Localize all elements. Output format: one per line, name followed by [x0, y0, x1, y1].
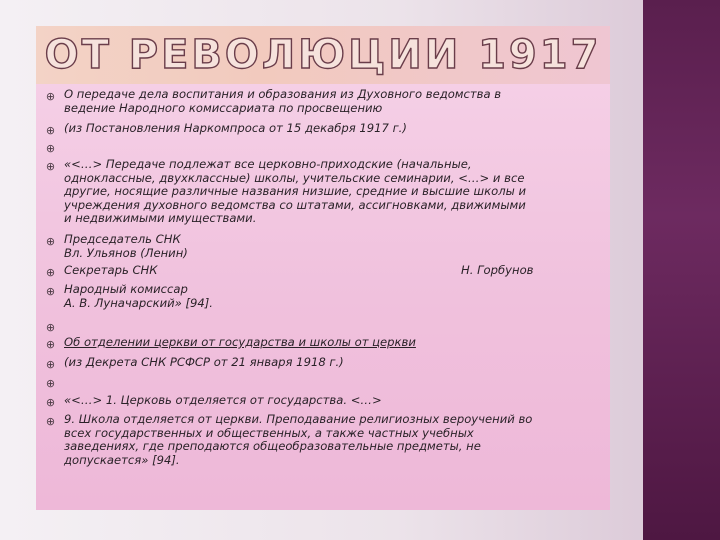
crossed-circle-icon: ⊕: [45, 396, 56, 409]
list-item-text: (из Декрета СНК РСФСР от 21 января 1918 г.): [64, 355, 344, 369]
list-item-text: 9. Школа отделяется от церкви. Преподавание религиозных вероучений во всех государственных и общественных, а также частных учебных заведениях, где преподаются общеобразовательные предметы, не допускается» [94].: [64, 412, 533, 467]
crossed-circle-icon: ⊕: [45, 377, 56, 390]
crossed-circle-icon: ⊕: [45, 285, 56, 298]
crossed-circle-icon: ⊕: [45, 415, 56, 428]
crossed-circle-icon: ⊕: [45, 160, 56, 173]
list-item-text: Секретарь СНК: [64, 263, 158, 277]
crossed-circle-icon: ⊕: [45, 90, 56, 103]
crossed-circle-icon: ⊕: [45, 124, 56, 137]
list-item-text: Председатель СНК Вл. Ульянов (Ленин): [64, 232, 188, 260]
list-item-text: «<…> Передаче подлежат все церковно-приходские (начальные, одноклассные, двухклассные) школы, учительские семинарии, <…> и все другие, носящие различные названия низшие, средние и высшие школы и учреждения духовного ведомства со штатами, ассигновками, движимыми и недвижимыми имуществами.: [64, 157, 526, 225]
list-item-text: Народный комиссар А. В. Луначарский» [94].: [64, 282, 213, 310]
crossed-circle-icon: ⊕: [45, 358, 56, 371]
slide-title: ОТ РЕВОЛЮЦИИ 1917: [44, 32, 602, 78]
list-item-text: О передаче дела воспитания и образования из Духовного ведомства в ведение Народного комиссариата по просвещению: [64, 87, 502, 115]
list-item-text: «<…> 1. Церковь отделяется от государства. <…>: [64, 393, 382, 407]
side-decoration-bar: [643, 0, 720, 540]
list-item-text: (из Постановления Наркомпроса от 15 декабря 1917 г.): [64, 121, 407, 135]
signatory-name: Н. Горбунов: [461, 263, 534, 277]
title-banner: [36, 26, 610, 84]
crossed-circle-icon: ⊕: [45, 142, 56, 155]
crossed-circle-icon: ⊕: [45, 235, 56, 248]
crossed-circle-icon: ⊕: [45, 321, 56, 334]
list-item-text: Об отделении церкви от государства и школы от церкви: [64, 335, 416, 349]
crossed-circle-icon: ⊕: [45, 338, 56, 351]
crossed-circle-icon: ⊕: [45, 266, 56, 279]
content-panel: [36, 84, 610, 510]
